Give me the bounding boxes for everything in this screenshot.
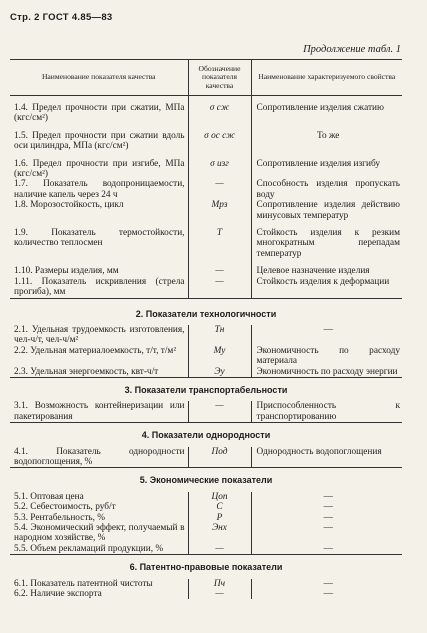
row-name: 5.5. Объем рекламаций продукции, %	[10, 544, 188, 555]
table-row	[10, 523, 402, 544]
table-row	[10, 103, 402, 124]
row-symbol: —	[188, 401, 251, 422]
row-property: —	[323, 324, 333, 335]
row-property: —	[323, 512, 333, 523]
table-row	[10, 266, 402, 276]
row-property: Сопротивление изделия изгибу	[256, 158, 380, 169]
row-name: 1.5. Предел прочности при сжатии вдоль оси цилиндра, МПа (кгс/см²)	[10, 131, 188, 152]
row-name: 1.6. Предел прочности при изгибе, МПа (кгс/см²)	[10, 159, 188, 180]
row-property: Экономичность по расходу материала	[256, 345, 400, 367]
row-symbol: Т	[188, 228, 251, 259]
row-symbol: Энх	[188, 523, 251, 544]
row-name: 6.1. Показатель патентной чистоты	[10, 579, 188, 589]
row-name: 6.2. Наличие экспорта	[10, 589, 188, 599]
row-property: Стойкость изделия к резким многократным перепадам температур	[256, 228, 400, 259]
row-name: 2.2. Удельная материалоемкость, т/т, т/м²	[10, 346, 188, 367]
table-row	[10, 579, 402, 589]
row-property: Однородность водопоглощения	[251, 447, 402, 468]
section-heading: 6. Патентно-правовые показатели	[129, 562, 283, 573]
table-row	[10, 346, 402, 367]
row-property: —	[251, 544, 402, 555]
section-heading: 5. Экономические показатели	[139, 475, 273, 486]
table-row	[10, 447, 402, 468]
row-symbol: Р	[188, 513, 251, 523]
row-name: 4.1. Показатель однородности водопоглощения, %	[10, 447, 188, 468]
row-property: Экономичность по расходу энергии	[251, 367, 402, 378]
row-name: 1.10. Размеры изделия, мм	[10, 266, 188, 276]
row-property: То же	[317, 130, 340, 141]
column-header-property: Наименование характеризуемого свойства	[251, 60, 402, 96]
section-heading-row	[10, 423, 402, 447]
section-heading-row	[10, 468, 402, 492]
table-row	[10, 179, 402, 200]
table-row	[10, 159, 402, 180]
row-property: Целевое назначение изделия	[256, 266, 370, 277]
row-symbol: —	[188, 179, 251, 200]
table-row	[10, 589, 402, 599]
section-heading-row	[10, 555, 402, 579]
row-name: 5.3. Рентабельность, %	[10, 513, 188, 523]
row-name: 1.4. Предел прочности при сжатии, МПа (кгс/см²)	[10, 103, 188, 124]
page-header: Стр. 2 ГОСТ 4.85—83	[10, 12, 113, 23]
row-property: Способность изделия пропускать воду	[256, 179, 400, 200]
row-symbol: Мрз	[188, 200, 251, 221]
row-symbol: Му	[188, 346, 251, 367]
row-symbol: σ ос сж	[188, 131, 251, 152]
column-header-symbol: Обозначение показателя качества	[188, 60, 251, 96]
table-header-row	[10, 60, 402, 96]
table-continuation-note: Продолжение табл. 1	[303, 44, 401, 55]
table-row	[10, 228, 402, 259]
row-name: 1.7. Показатель водопроницаемости, наличие капель через 24 ч	[10, 179, 188, 200]
row-name: 1.8. Морозостойкость, цикл	[10, 200, 188, 221]
row-property: Сопротивление изделия действию минусовых температур	[256, 200, 400, 221]
row-symbol: —	[188, 277, 251, 298]
row-name: 1.9. Показатель термостойкости, количество теплосмен	[10, 228, 188, 259]
row-property: Стойкость изделия к деформации	[251, 277, 402, 298]
row-name: 2.3. Удельная энергоемкость, квт-ч/т	[10, 367, 188, 378]
row-symbol: Пч	[188, 579, 251, 589]
row-symbol: С	[188, 502, 251, 512]
table-row	[10, 200, 402, 221]
table-row	[10, 544, 402, 555]
table-row	[10, 492, 402, 502]
quality-indicators-table	[10, 59, 402, 599]
row-name: 2.1. Удельная трудоемкость изготовления, чел-ч/т, чел-ч/м²	[10, 325, 188, 346]
table-row	[10, 502, 402, 512]
row-symbol: —	[188, 589, 251, 599]
row-name: 1.11. Показатель искривления (стрела прогиба), мм	[10, 277, 188, 298]
section-heading: 4. Показатели однородности	[141, 430, 271, 441]
row-symbol: Цоп	[188, 492, 251, 502]
row-name: 5.4. Экономический эффект, получаемый в народном хозяйстве, %	[10, 523, 188, 544]
section-heading: 3. Показатели транспортабельности	[124, 384, 288, 395]
row-symbol: Эу	[188, 367, 251, 378]
row-symbol: σ изг	[188, 159, 251, 180]
row-property: —	[323, 491, 333, 502]
table-row	[10, 277, 402, 298]
row-name: 5.2. Себестоимость, руб/т	[10, 502, 188, 512]
table-row	[10, 513, 402, 523]
section-heading: 2. Показатели технологичности	[135, 308, 277, 319]
row-symbol: —	[188, 266, 251, 276]
section-heading-row	[10, 298, 402, 325]
row-property: Сопротивление изделия сжатию	[256, 103, 384, 113]
column-header-name: Наименование показателя качества	[10, 60, 188, 96]
row-name: 5.1. Оптовая цена	[10, 492, 188, 502]
row-symbol: σ сж	[188, 103, 251, 124]
table-row	[10, 367, 402, 378]
section-heading-row	[10, 377, 402, 401]
row-symbol: Под	[188, 447, 251, 468]
table-row	[10, 131, 402, 152]
table-row	[10, 401, 402, 422]
row-symbol: —	[188, 544, 251, 555]
row-property: —	[323, 523, 333, 533]
row-symbol: Тн	[188, 325, 251, 346]
row-property: —	[323, 502, 333, 513]
row-property: —	[323, 578, 333, 589]
row-property: Приспособленность к транспортированию	[251, 401, 402, 422]
row-name: 3.1. Возможность контейнеризации или пакетирования	[10, 401, 188, 422]
table-row	[10, 325, 402, 346]
row-property: —	[323, 589, 333, 600]
